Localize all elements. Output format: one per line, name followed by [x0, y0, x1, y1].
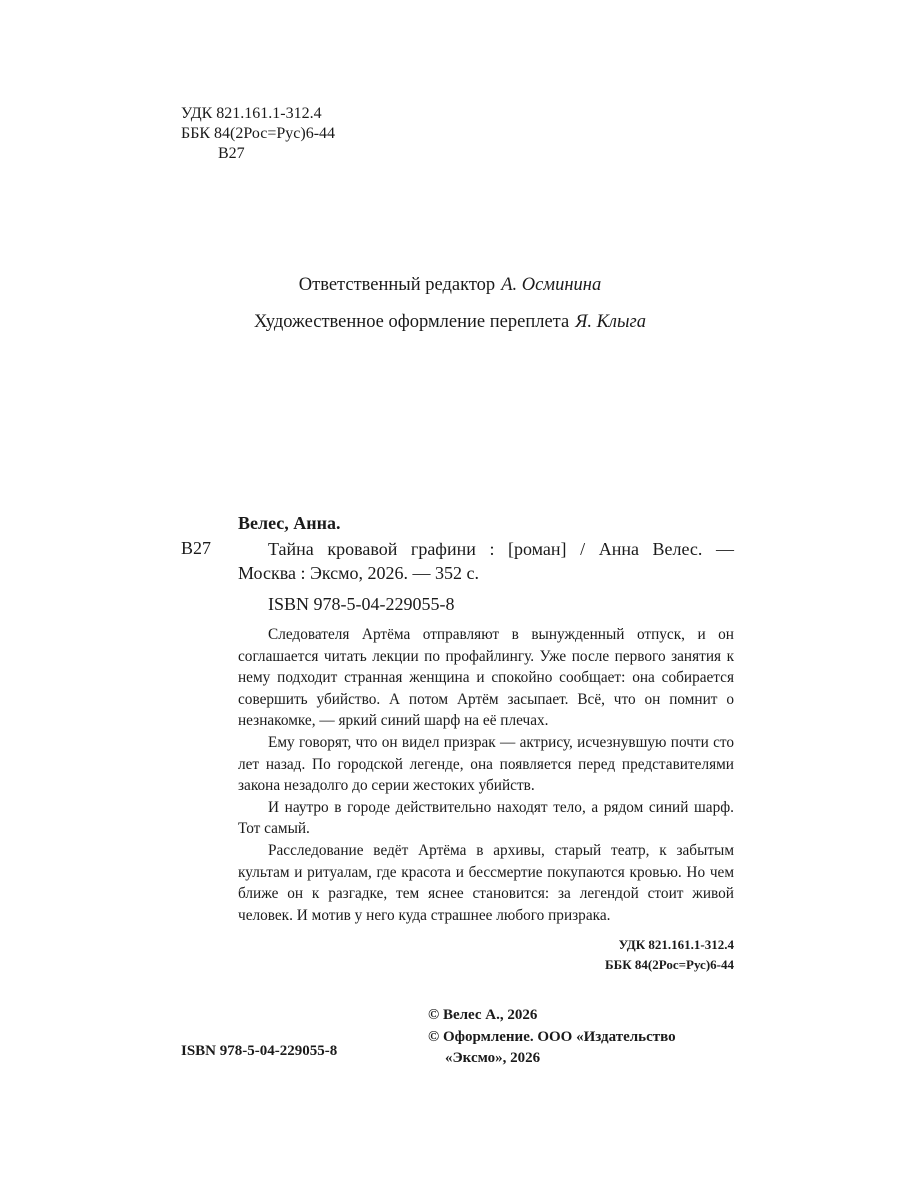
codes-right	[480, 935, 734, 975]
copyright-author: © Велес А., 2026	[428, 1007, 538, 1023]
author-heading: Велес, Анна.	[238, 513, 341, 533]
annotation-paragraph: Следователя Артёма отправляют в вынужденный отпуск, и он соглашается читать лекции по профайлингу. Уже после первого занятия к нему подходит странная женщина и спокойно сообщает: она собирается совершить убийство. А потом Артём засыпает. Всё, что он помнит о незнакомке, — яркий синий шарф на её плечах.	[238, 626, 734, 730]
copyright-design: © Оформление. ООО «Издательство	[428, 1028, 676, 1045]
copyright-publisher: «Эксмо», 2026	[445, 1050, 541, 1066]
bibliographic-description	[238, 538, 734, 585]
copyright-block	[428, 1005, 676, 1070]
design-name: Я. Клыга	[575, 312, 646, 332]
udk-code-right: УДК 821.161.1-312.4	[618, 937, 734, 952]
bbk-code: ББК 84(2Рос=Рус)6-44	[181, 125, 336, 142]
annotation-paragraph: Расследование ведёт Артёма в архивы, старый театр, к забытым культам и ритуалам, где красота и бессмертие покупаются кровью. Но чем ближе он к разгадке, тем яснее становится: за легендой стоит живой человек. И мотив у него куда страшнее любого призрака.	[238, 841, 734, 924]
editor-credit	[0, 275, 900, 296]
isbn-bottom: ISBN 978-5-04-229055-8	[181, 1043, 338, 1059]
udk-code: УДК 821.161.1-312.4	[181, 105, 322, 122]
publisher-line: Москва : Эксмо, 2026. — 352 с.	[238, 562, 480, 583]
isbn-line: ISBN 978-5-04-229055-8	[268, 594, 455, 614]
editor-role: Ответственный редактор	[298, 275, 496, 295]
author-mark: В27	[218, 145, 245, 162]
bbk-code-right: ББК 84(2Рос=Рус)6-44	[605, 957, 734, 972]
design-role: Художественное оформление переплета	[254, 312, 570, 332]
annotation	[238, 624, 734, 926]
annotation-paragraph: И наутро в городе действительно находят тело, а рядом синий шарф. Тот самый.	[238, 798, 734, 838]
annotation-paragraph: Ему говорят, что он видел призрак — актрису, исчезнувшую почти сто лет назад. По городской легенде, она появляется перед представителями закона незадолго до серии жестоких убийств.	[238, 733, 734, 795]
classification-block	[181, 104, 335, 164]
title-line: Тайна кровавой графини : [роман] / Анна Велес. —	[268, 539, 734, 559]
bibliographic-code: В27	[181, 538, 212, 558]
editor-name: А. Осминина	[501, 275, 602, 295]
design-credit	[0, 312, 900, 333]
